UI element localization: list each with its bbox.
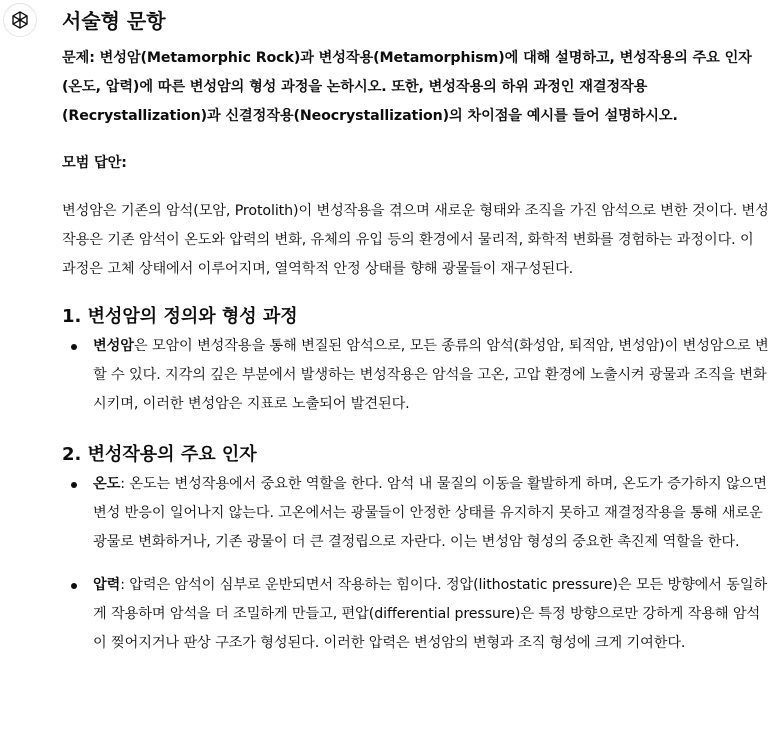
bullet-icon: [71, 344, 77, 350]
list-item: [62, 470, 770, 557]
section-heading-factors: 2. 변성작용의 주요 인자: [62, 444, 257, 465]
bullet-icon: [71, 583, 77, 589]
list-item-term: 압력: [93, 577, 121, 593]
answer-label: 모범 답안:: [62, 155, 127, 171]
list-item: [62, 571, 770, 658]
list-item-text: : 온도는 변성작용에서 중요한 역할을 한다. 암석 내 물질의 이동을 활발하게 하며, 온도가 증가하지 않으면 변성 반응이 일어나지 않는다. 고온에서는 광물들이 안정한 상태를 유지하지 못하고 재결정작용을 통해 새로운 광물로 변화하거나, 기존 광물이 더 큰 결정립으로 자란다. 이는 변성암 형성의 중요한 촉진제 역할을 한다.: [93, 476, 767, 550]
list-item: [62, 332, 770, 419]
list-item-term: 변성암: [93, 338, 134, 354]
assistant-avatar: [3, 3, 37, 37]
message-title: 서술형 문항: [62, 9, 166, 33]
assistant-message: [62, 0, 770, 658]
intro-paragraph: 변성암은 기존의 암석(모암, Protolith)이 변성작용을 겪으며 새로운 형태와 조직을 가진 암석으로 변한 것이다. 변성작용은 기존 암석이 온도와 압력의 변화, 유체의 유입 등의 환경에서 물리적, 화학적 변화를 경험하는 과정이다. 이 과정은 고체 상태에서 이루어지며, 열역학적 안정 상태를 향해 광물들이 재구성된다.: [62, 203, 769, 277]
bullet-icon: [71, 482, 77, 488]
openai-logo-icon: [9, 9, 31, 31]
definition-list: [62, 332, 770, 419]
section-heading-definition: 1. 변성암의 정의와 형성 과정: [62, 306, 298, 327]
list-item-text: : 압력은 암석이 심부로 운반되면서 작용하는 힘이다. 정압(lithostatic pressure)은 모든 방향에서 동일하게 작용하며 암석을 더 조밀하게 만들고, 편압(differential pressure)은 특정 방향으로만 강하게 작용해 암석이 찢어지거나 판상 구조가 형성된다. 이러한 압력은 변성암의 변형과 조직 형성에 크게 기여한다.: [93, 577, 768, 651]
question-text: 문제: 변성암(Metamorphic Rock)과 변성작용(Metamorphism)에 대해 설명하고, 변성작용의 주요 인자(온도, 압력)에 따른 변성암의 형성 과정을 논하시오. 또한, 변성작용의 하위 과정인 재결정작용(Recrystallization)과 신결정작용(Neocrystallization)의 차이점을 예시를 들어 설명하시오.: [62, 50, 752, 124]
factors-list: [62, 470, 770, 658]
list-item-text: 은 모암이 변성작용을 통해 변질된 암석으로, 모든 종류의 암석(화성암, 퇴적암, 변성암)이 변성암으로 변할 수 있다. 지각의 깊은 부분에서 발생하는 변성작용은 암석을 고온, 고압 환경에 노출시켜 광물과 조직을 변화시키며, 이러한 변성암은 지표로 노출되어 발견된다.: [93, 338, 769, 412]
list-item-term: 온도: [93, 476, 121, 492]
